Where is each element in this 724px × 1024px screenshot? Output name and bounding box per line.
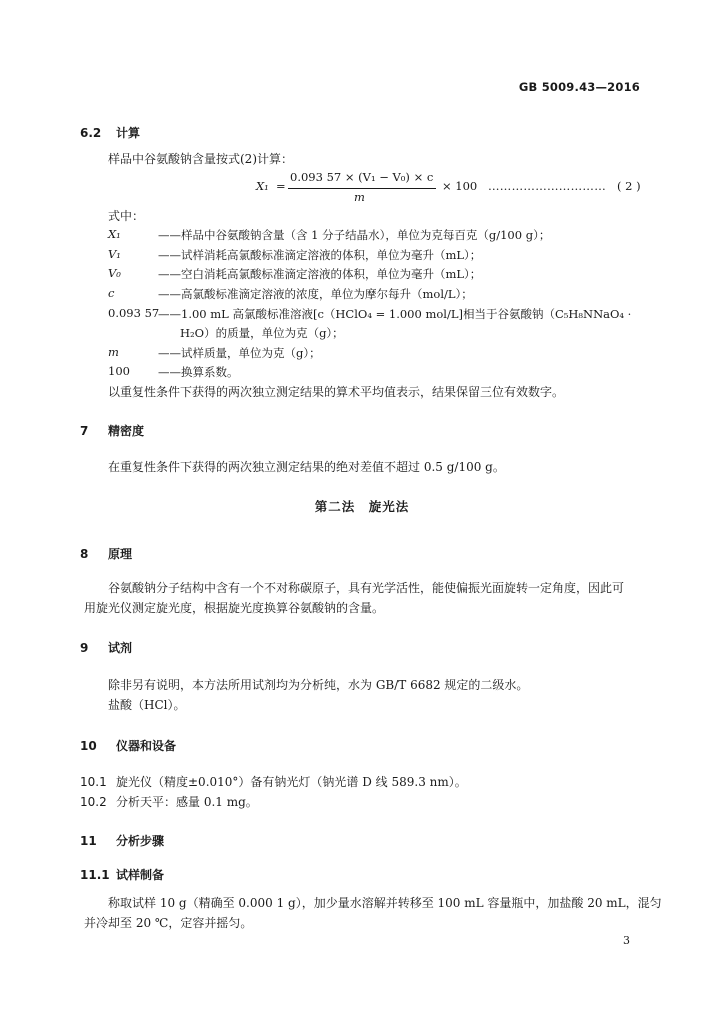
item-number: 10.2 (80, 795, 107, 809)
section-title: 计算 (116, 126, 141, 140)
sample-prep-line-1: 称取试样 10 g（精确至 0.000 1 g），加少量水溶解并转移至 100 mL 容量瓶中，加盐酸 20 mL，混匀 (108, 896, 662, 910)
definition-constant-cont: H₂O）的质量，单位为克（g）； (180, 326, 344, 340)
symbol-v0: V₀ (108, 266, 121, 280)
definition-m: ——试样质量，单位为克（g）； (158, 346, 321, 360)
section-number: 9 (80, 641, 89, 655)
section-title: 原理 (108, 547, 133, 561)
definition-x1: ——样品中谷氨酸钠含量（含 1 分子结晶水），单位为克每百克（g/100 g）； (158, 228, 551, 242)
result-note: 以重复性条件下获得的两次独立测定结果的算术平均值表示，结果保留三位有效数字。 (108, 385, 565, 399)
reagent-line-1: 除非另有说明，本方法所用试剂均为分析纯，水为 GB/T 6682 规定的二级水。 (108, 678, 529, 692)
symbol-c: c (108, 286, 115, 300)
reagent-line-2: 盐酸（HCl）。 (108, 698, 186, 712)
symbol-v1: V₁ (108, 247, 121, 261)
section-title: 分析步骤 (116, 834, 165, 848)
item-text: 旋光仪（精度±0.010°）备有钠光灯（钠光谱 D 线 589.3 nm）。 (116, 775, 467, 789)
calc-intro: 样品中谷氨酸钠含量按式(2)计算： (108, 152, 293, 166)
symbol-100: 100 (108, 364, 130, 378)
item-10-1 (80, 773, 467, 790)
section-11-1-heading (80, 866, 164, 883)
definition-c: ——高氯酸标准滴定溶液的浓度，单位为摩尔每升（mol/L）； (158, 287, 473, 301)
section-10-heading (80, 737, 176, 754)
section-11-heading (80, 832, 164, 849)
section-number: 8 (80, 547, 89, 561)
formula-lhs: X₁ (256, 179, 269, 193)
page-number: 3 (623, 934, 630, 947)
section-title: 精密度 (108, 424, 145, 438)
principle-line-2: 用旋光仪测定旋光度，根据旋光度换算谷氨酸钠的含量。 (84, 601, 385, 615)
principle-line-1: 谷氨酸钠分子结构中含有一个不对称碳原子，具有光学活性，能使偏振光面旋转一定角度，因此可 (108, 581, 625, 595)
definition-constant: ——1.00 mL 高氯酸标准溶液[c（HClO₄ = 1.000 mol/L]相当于谷氨酸钠（C₅H₈NNaO₄ · (158, 307, 632, 321)
item-10-2 (80, 793, 258, 810)
symbol-m: m (108, 345, 119, 359)
item-number: 10.1 (80, 775, 107, 789)
section-number: 11.1 (80, 868, 110, 882)
standard-number: GB 5009.43—2016 (518, 80, 640, 94)
section-number: 11 (80, 834, 97, 848)
symbol-x1: X₁ (108, 227, 121, 241)
section-number: 7 (80, 424, 89, 438)
sample-prep-line-2: 并冷却至 20 ℃，定容并摇匀。 (84, 916, 253, 930)
method-title: 第二法 旋光法 (314, 499, 410, 514)
definition-100: ——换算系数。 (158, 365, 239, 379)
formula-equals: = (276, 179, 286, 193)
precision-text: 在重复性条件下获得的两次独立测定结果的绝对差值不超过 0.5 g/100 g。 (108, 460, 505, 474)
formula-denominator: m (354, 190, 365, 204)
section-9-heading (80, 639, 132, 656)
section-title: 试样制备 (116, 868, 165, 882)
definition-v1: ——试样消耗高氯酸标准滴定溶液的体积，单位为毫升（mL）； (158, 248, 482, 262)
definition-v0: ——空白消耗高氯酸标准滴定溶液的体积，单位为毫升（mL）； (158, 267, 482, 281)
section-number: 6.2 (80, 126, 102, 140)
symbol-constant: 0.093 57 (108, 306, 160, 320)
section-number: 10 (80, 739, 97, 753)
where-label: 式中： (108, 209, 145, 223)
section-title: 试剂 (108, 641, 133, 655)
section-8-heading (80, 545, 132, 562)
section-7-heading (80, 422, 144, 439)
formula-leader-dots: ………………………… (488, 179, 606, 193)
section-title: 仪器和设备 (116, 739, 177, 753)
fraction-bar (288, 188, 436, 189)
formula-numerator: 0.093 57 × (V₁ − V₀) × c (290, 170, 434, 184)
formula-multiplier: × 100 (442, 179, 478, 193)
item-text: 分析天平：感量 0.1 mg。 (116, 795, 258, 809)
equation-number: ( 2 ) (617, 179, 641, 193)
section-6-2-heading (80, 124, 140, 141)
